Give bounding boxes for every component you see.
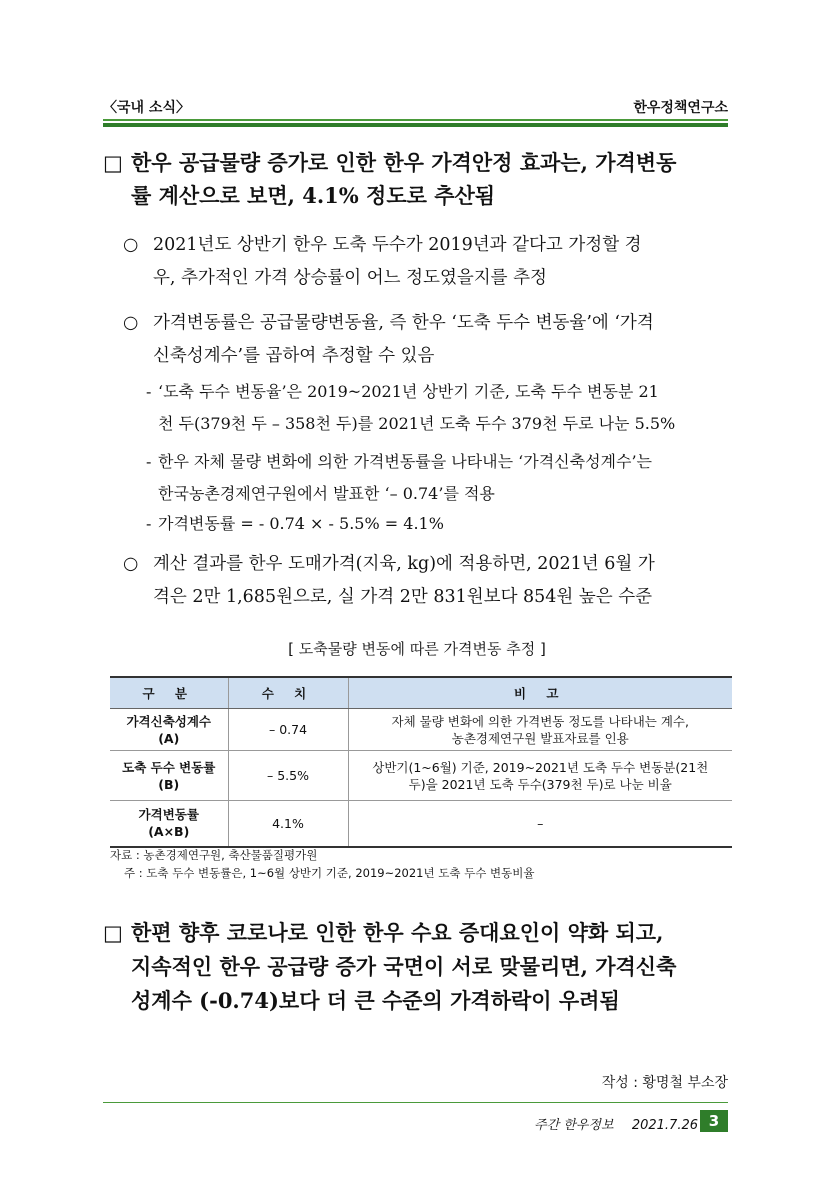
estimate-table <box>110 676 732 848</box>
row-note <box>348 751 732 801</box>
dash-bullet: - <box>146 382 152 401</box>
bullet-item <box>123 548 743 614</box>
heading-line: 지속적인 한우 공급량 증가 국면이 서로 맞물리면, 가격신축 <box>131 954 677 979</box>
table-header-row <box>110 677 732 709</box>
row-label-line: (A) <box>158 730 180 746</box>
row-note <box>348 801 732 847</box>
dash-line: 천 두(379천 두 – 358천 두)를 2021년 도축 두수 379천 두로 나눈 5.5% <box>158 414 676 433</box>
row-label-line: 가격신축성계수 <box>126 713 212 729</box>
table-caption: [ 도축물량 변동에 따른 가격변동 추정 ] <box>288 640 546 658</box>
dash-line: 한국농촌경제연구원에서 발표한 ‘– 0.74’를 적용 <box>158 484 495 503</box>
row-label <box>110 709 228 751</box>
footer-rule <box>103 1102 728 1103</box>
heading-line: 한편 향후 코로나로 인한 한우 수요 증대요인이 약화 되고, <box>131 920 664 945</box>
table-row <box>110 801 732 847</box>
col-header-category: 구 분 <box>110 677 228 709</box>
row-note-line: 두)을 2021년 도축 두수(379천 두)로 나눈 비율 <box>408 776 672 792</box>
footer-text <box>534 1114 698 1133</box>
row-label-line: 가격변동률 <box>138 807 199 823</box>
heading-line: 한우 공급물량 증가로 인한 한우 가격안정 효과는, 가격변동 <box>131 150 677 175</box>
row-label <box>110 801 228 847</box>
row-label-line: 도축 두수 변동률 <box>122 759 216 775</box>
bullet-line: 우, 추가적인 가격 상승률이 어느 정도였을지를 추정 <box>153 268 547 288</box>
row-note-line: 농촌경제연구원 발표자료를 인용 <box>451 730 629 746</box>
row-note <box>348 709 732 751</box>
dash-item <box>146 508 746 540</box>
row-note-line: 상반기(1~6월) 기준, 2019~2021년 도축 두수 변동분(21천 <box>372 759 709 775</box>
row-value: – 0.74 <box>228 709 348 751</box>
heading-line: 률 계산으로 보면, 4.1% 정도로 추산됨 <box>131 183 496 208</box>
table-source: 자료 : 농촌경제연구원, 축산물품질평가원 <box>110 848 318 862</box>
dash-item <box>146 446 746 510</box>
table-row <box>110 751 732 801</box>
bullet-item <box>123 307 743 373</box>
heading-line: 성계수 (-0.74)보다 더 큰 수준의 가격하락이 우려됨 <box>131 988 620 1013</box>
row-value: – 5.5% <box>228 751 348 801</box>
row-label <box>110 751 228 801</box>
circle-bullet-icon: ○ <box>123 313 139 333</box>
header-section-label: 〈국내 소식〉 <box>103 100 190 116</box>
section-heading <box>103 146 743 216</box>
bullet-line: 계산 결과를 한우 도매가격(지육, kg)에 적용하면, 2021년 6월 가 <box>153 554 655 574</box>
row-note-line: – <box>537 815 544 831</box>
footer-date: 2021.7.26 <box>631 1118 698 1133</box>
row-value: 4.1% <box>228 801 348 847</box>
row-label-line: (B) <box>158 776 180 792</box>
row-note-line: 자체 물량 변화에 의한 가격변동 정도를 나타내는 계수, <box>391 713 689 729</box>
header-rule-thin <box>103 119 728 121</box>
author-credit: 작성 : 황명철 부소장 <box>601 1075 728 1091</box>
page-number: 3 <box>700 1110 728 1132</box>
dash-line: 가격변동률 = - 0.74 × - 5.5% = 4.1% <box>158 514 444 533</box>
dash-item <box>146 376 746 440</box>
circle-bullet-icon: ○ <box>123 235 139 255</box>
square-bullet-icon: □ <box>103 150 123 175</box>
dash-bullet: - <box>146 452 152 471</box>
col-header-value: 수 치 <box>228 677 348 709</box>
square-bullet-icon: □ <box>103 920 123 945</box>
dash-line: ‘도축 두수 변동율’은 2019~2021년 상반기 기준, 도축 두수 변동분 21 <box>158 382 659 401</box>
header-publisher: 한우정책연구소 <box>633 100 728 116</box>
header-rule-thick <box>103 123 728 127</box>
bullet-item <box>123 229 743 295</box>
bullet-line: 가격변동률은 공급물량변동율, 즉 한우 ‘도축 두수 변동율’에 ‘가격 <box>153 313 654 333</box>
footer-publication: 주간 한우정보 <box>534 1118 614 1133</box>
table-row <box>110 709 732 751</box>
row-label-line: (A×B) <box>148 824 190 840</box>
dash-line: 한우 자체 물량 변화에 의한 가격변동률을 나타내는 ‘가격신축성계수’는 <box>158 452 652 471</box>
circle-bullet-icon: ○ <box>123 554 139 574</box>
col-header-note: 비 고 <box>348 677 732 709</box>
dash-bullet: - <box>146 514 152 533</box>
bullet-line: 신축성계수’를 곱하여 추정할 수 있음 <box>153 346 435 366</box>
bullet-line: 격은 2만 1,685원으로, 실 가격 2만 831원보다 854원 높은 수준 <box>153 587 653 607</box>
bullet-line: 2021년도 상반기 한우 도축 두수가 2019년과 같다고 가정할 경 <box>153 235 642 255</box>
table-footnote: 주 : 도축 두수 변동률은, 1~6월 상반기 기준, 2019~2021년 도축 두수 변동비율 <box>124 866 535 880</box>
conclusion-heading <box>103 916 743 1016</box>
